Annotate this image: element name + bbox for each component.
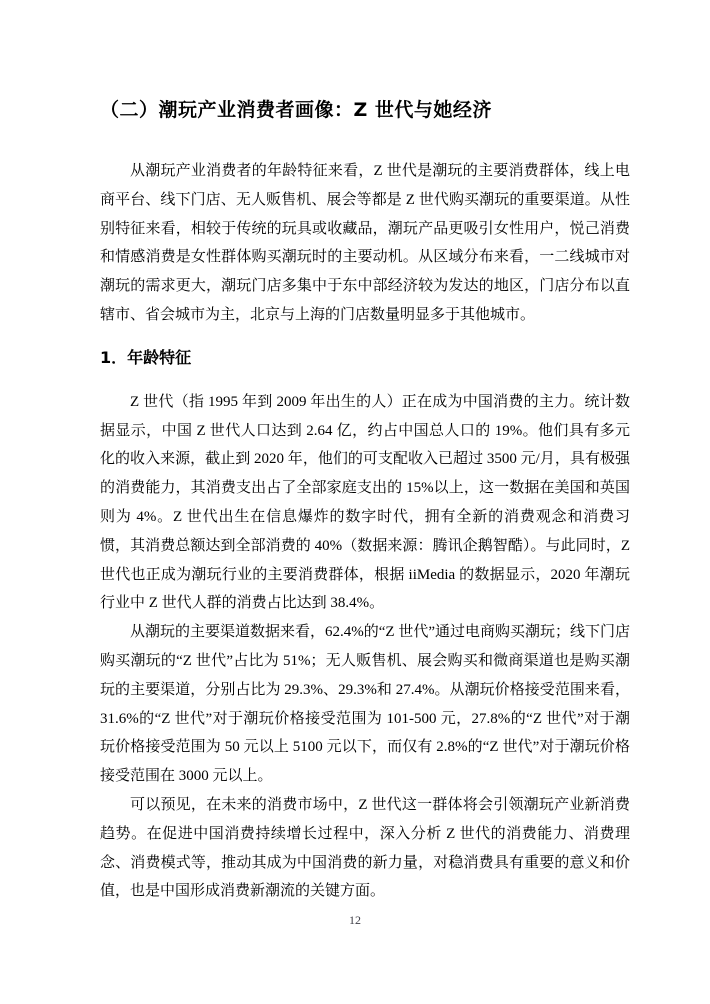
body-paragraph-1: Z 世代（指 1995 年到 2009 年出生的人）正在成为中国消费的主力。统计数据显示，中国 Z 世代人口达到 2.64 亿，约占中国总人口的 19%。他们具有多元化的收入来源，截止到 2020 年，他们的可支配收入已超过 3500 元/月，具有极强的消费能力，其消费支出占了全部家庭支出的 15%以上，这一数据在美国和英国则为 4%。Z 世代出生在信息爆炸的数字时代，拥有全新的消费观念和消费习惯，其消费总额达到全部消费的 40%（数据来源：腾讯企鹅智酷）。与此同时，Z 世代也正成为潮玩行业的主要消费群体，根据 iiMedia 的数据显示，2020 年潮玩行业中 Z 世代人群的消费占比达到 38.4%。 (100, 393, 630, 612)
body-paragraph-2: 从潮玩的主要渠道数据来看，62.4%的“Z 世代”通过电商购买潮玩；线下门店购买潮玩的“Z 世代”占比为 51%；无人贩售机、展会购买和微商渠道也是购买潮玩的主要渠道，分别占比为 29.3%、29.3%和 27.4%。从潮玩价格接受范围来看，31.6%的“Z 世代”对于潮玩价格接受范围为 101-500 元，27.8%的“Z 世代”对于潮玩价格接受范围为 50 元以上 5100 元以下，而仅有 2.8%的“Z 世代”对于潮玩价格接受范围在 3000 元以上。 (100, 624, 630, 785)
intro-paragraph: 从潮玩产业消费者的年龄特征来看，Z 世代是潮玩的主要消费群体，线上电商平台、线下门店、无人贩售机、展会等都是 Z 世代购买潮玩的重要渠道。从性别特征来看，相较于传统的玩具或收藏品，潮玩产品更吸引女性用户，悦己消费和情感消费是女性群体购买潮玩时的主要动机。从区域分布来看，一二线城市对潮玩的需求更大，潮玩门店多集中于东中部经济较为发达的地区，门店分布以直辖市、省会城市为主，北京与上海的门店数量明显多于其他城市。 (100, 163, 630, 323)
body-paragraph-3: 可以预见，在未来的消费市场中，Z 世代这一群体将会引领潮玩产业新消费趋势。在促进中国消费持续增长过程中，深入分析 Z 世代的消费能力、消费理念、消费模式等，推动其成为中国消费的新力量，对稳消费具有重要的意义和价值，也是中国形成消费新潮流的关键方面。 (100, 796, 630, 900)
subsection-heading: 1．年龄特征 (100, 347, 192, 367)
page-number: 12 (349, 913, 361, 927)
section-title: （二）潮玩产业消费者画像：Z 世代与她经济 (100, 99, 492, 121)
page-content (100, 0, 630, 906)
